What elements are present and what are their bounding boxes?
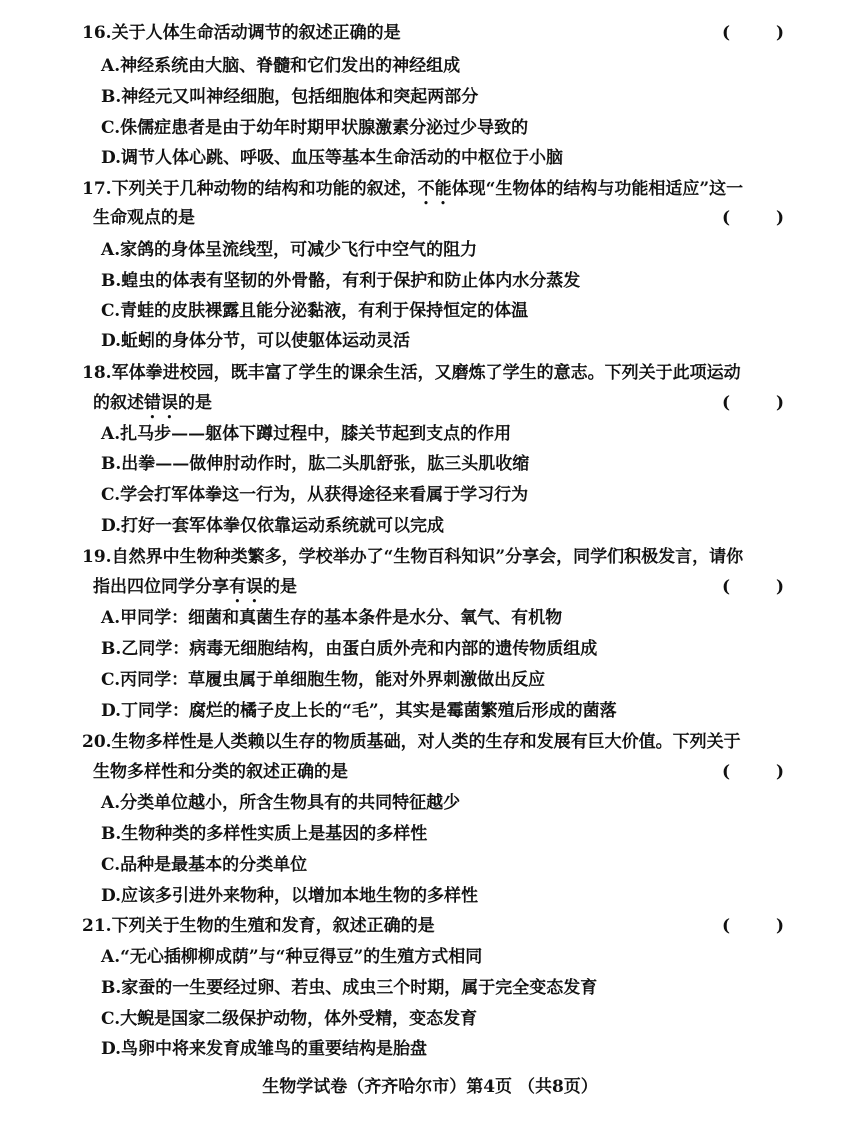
q16-answer-bracket: [722, 18, 784, 48]
q16-option-d: D.调节人体心跳、呼吸、血压等基本生命活动的中枢位于小脑: [101, 148, 564, 168]
q18-stem: 18.军体拳进校园，既丰富了学生的课余生活，又磨炼了学生的意志。下列关于此项运动: [82, 363, 741, 383]
bracket-open: (: [722, 762, 731, 782]
bracket-close: ): [775, 208, 784, 228]
q17-stem-cont: 生命观点的是: [93, 208, 195, 228]
q20-stem-cont: 生物多样性和分类的叙述正确的是: [93, 762, 348, 782]
q17-answer-bracket: [722, 203, 784, 233]
q17-stem: [82, 174, 743, 204]
q19-option-a: A.甲同学：细菌和真菌生存的基本条件是水分、氧气、有机物: [101, 608, 563, 628]
q20-option-d: D.应该多引进外来物种，以增加本地生物的多样性: [101, 886, 479, 906]
q17-stem-part: 17.下列关于几种动物的结构和功能的叙述，: [82, 179, 418, 199]
q21-answer-bracket: [722, 911, 784, 941]
q21-stem: 21.下列关于生物的生殖和发育，叙述正确的是: [82, 916, 435, 936]
q18-stem-emphasis: 错误: [144, 393, 178, 413]
page-footer: 生物学试卷（齐齐哈尔市）第4页 （共8页）: [262, 1077, 598, 1097]
q20-answer-bracket: [722, 757, 784, 787]
bracket-close: ): [775, 23, 784, 43]
q17-stem-emphasis: 不能: [417, 179, 452, 199]
q21-option-b: B.家蚕的一生要经过卵、若虫、成虫三个时期，属于完全变态发育: [101, 978, 598, 998]
q16-option-b: B.神经元又叫神经细胞，包括细胞体和突起两部分: [101, 87, 479, 107]
q17-option-b: B.蝗虫的体表有坚韧的外骨骼，有利于保护和防止体内水分蒸发: [101, 271, 581, 291]
q17-stem-part: 体现“生物体的结构与功能相适应”这一: [451, 179, 744, 199]
q16-stem: 16.关于人体生命活动调节的叙述正确的是: [82, 23, 401, 43]
q20-stem: 20.生物多样性是人类赖以生存的物质基础，对人类的生存和发展有巨大价值。下列关于: [82, 732, 741, 752]
q21-option-c: C.大鲵是国家二级保护动物，体外受精，变态发育: [101, 1009, 478, 1029]
q19-option-b: B.乙同学：病毒无细胞结构，由蛋白质外壳和内部的遗传物质组成: [101, 639, 598, 659]
q19-stem-cont: [93, 572, 297, 602]
q19-stem-emphasis: 有误: [229, 577, 263, 597]
q18-option-b: B.出拳——做伸肘动作时，肱二头肌舒张，肱三头肌收缩: [101, 454, 530, 474]
q17-option-c: C.青蛙的皮肤裸露且能分泌黏液，有利于保持恒定的体温: [101, 301, 529, 321]
q20-option-c: C.品种是最基本的分类单位: [101, 855, 308, 875]
q19-stem: 19.自然界中生物种类繁多，学校举办了“生物百科知识”分享会，同学们积极发言，请你: [82, 547, 744, 567]
q19-stem-part: 的是: [263, 577, 297, 597]
q16-option-a: A.神经系统由大脑、脊髓和它们发出的神经组成: [101, 56, 461, 76]
q18-stem-part: 的叙述: [93, 393, 144, 413]
q18-stem-part: 的是: [178, 393, 212, 413]
q20-option-b: B.生物种类的多样性实质上是基因的多样性: [101, 824, 428, 844]
bracket-open: (: [722, 916, 731, 936]
q19-option-c: C.丙同学：草履虫属于单细胞生物，能对外界刺激做出反应: [101, 670, 546, 690]
q18-option-d: D.打好一套军体拳仅依靠运动系统就可以完成: [101, 516, 445, 536]
bracket-close: ): [775, 916, 784, 936]
q17-option-d: D.蚯蚓的身体分节，可以使躯体运动灵活: [101, 331, 411, 351]
q17-option-a: A.家鸽的身体呈流线型，可减少飞行中空气的阻力: [101, 240, 478, 260]
q20-option-a: A.分类单位越小，所含生物具有的共同特征越少: [101, 793, 461, 813]
bracket-open: (: [722, 208, 731, 228]
bracket-close: ): [775, 762, 784, 782]
q19-answer-bracket: [722, 572, 784, 602]
bracket-close: ): [775, 577, 784, 597]
q18-option-c: C.学会打军体拳这一行为，从获得途径来看属于学习行为: [101, 485, 529, 505]
bracket-open: (: [722, 23, 731, 43]
q21-option-a: A.“无心插柳柳成荫”与“种豆得豆”的生殖方式相同: [101, 947, 483, 967]
q16-option-c: C.侏儒症患者是由于幼年时期甲状腺激素分泌过少导致的: [101, 118, 529, 138]
q21-option-d: D.鸟卵中将来发育成雏鸟的重要结构是胎盘: [101, 1039, 428, 1059]
bracket-close: ): [775, 393, 784, 413]
q19-stem-part: 指出四位同学分享: [93, 577, 229, 597]
q18-option-a: A.扎马步——躯体下蹲过程中，膝关节起到支点的作用: [101, 424, 512, 444]
q18-answer-bracket: [722, 388, 784, 418]
q18-stem-cont: [93, 388, 212, 418]
bracket-open: (: [722, 577, 731, 597]
bracket-open: (: [722, 393, 731, 413]
q19-option-d: D.丁同学：腐烂的橘子皮上长的“毛”，其实是霉菌繁殖后形成的菌落: [101, 701, 617, 721]
